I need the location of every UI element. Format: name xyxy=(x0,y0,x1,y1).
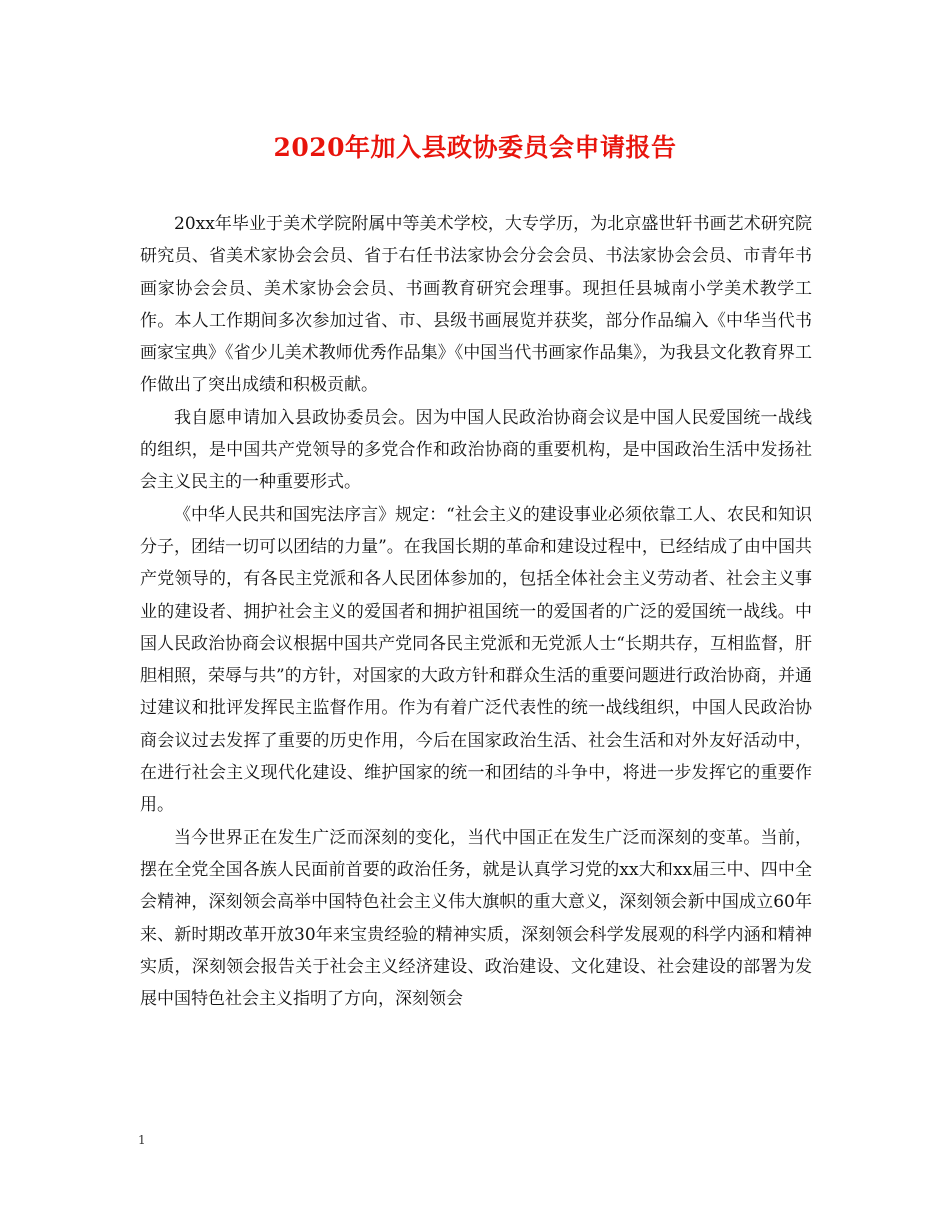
paragraph-4: 当今世界正在发生广泛而深刻的变化，当代中国正在发生广泛而深刻的变革。当前，摆在全党全国各族人民面前首要的政治任务，就是认真学习党的xx大和xx届三中、四中全会精神，深刻领会高举中国特色社会主义伟大旗帜的重大意义，深刻领会新中国成立60年来、新时期改革开放30年来宝贵经验的精神实质，深刻领会科学发展观的科学内涵和精神实质，深刻领会报告关于社会主义经济建设、政治建设、文化建设、社会建设的部署为发展中国特色社会主义指明了方向，深刻领会 xyxy=(140,827,812,1010)
document-body xyxy=(140,208,812,1015)
paragraph-3: 《中华人民共和国宪法序言》规定：“社会主义的建设事业必须依靠工人、农民和知识分子，团结一切可以团结的力量”。在我国长期的革命和建设过程中，已经结成了由中国共产党领导的，有各民主党派和各人民团体参加的，包括全体社会主义劳动者、社会主义事业的建设者、拥护社会主义的爱国者和拥护祖国统一的爱国者的广泛的爱国统一战线。中国人民政治协商会议根据中国共产党同各民主党派和无党派人士“长期共存，互相监督，肝胆相照，荣辱与共”的方针，对国家的大政方针和群众生活的重要问题进行政治协商，并通过建议和批评发挥民主监督作用。作为有着广泛代表性的统一战线组织，中国人民政治协商会议过去发挥了重要的历史作用，今后在国家政治生活、社会生活和对外友好活动中，在进行社会主义现代化建设、维护国家的统一和团结的斗争中，将进一步发挥它的重要作用。 xyxy=(140,504,812,816)
document-title: 2020年加入县政协委员会申请报告 xyxy=(273,133,677,162)
paragraph-1: 20xx年毕业于美术学院附属中等美术学校，大专学历，为北京盛世轩书画艺术研究院研究员、省美术家协会会员、省于右任书法家协会分会会员、书法家协会会员、市青年书画家协会会员、美术家协会会员、书画教育研究会理事。现担任县城南小学美术教学工作。本人工作期间多次参加过省、市、县级书画展览并获奖，部分作品编入《中华当代书画家宝典》《省少儿美术教师优秀作品集》《中国当代书画家作品集》，为我县文化教育界工作做出了突出成绩和积极贡献。 xyxy=(140,214,812,396)
page-number: 1 xyxy=(138,1133,146,1147)
paragraph-2: 我自愿申请加入县政协委员会。因为中国人民政治协商会议是中国人民爱国统一战线的组织，是中国共产党领导的多党合作和政治协商的重要机构，是中国政治生活中发扬社会主义民主的一种重要形式。 xyxy=(140,407,812,493)
